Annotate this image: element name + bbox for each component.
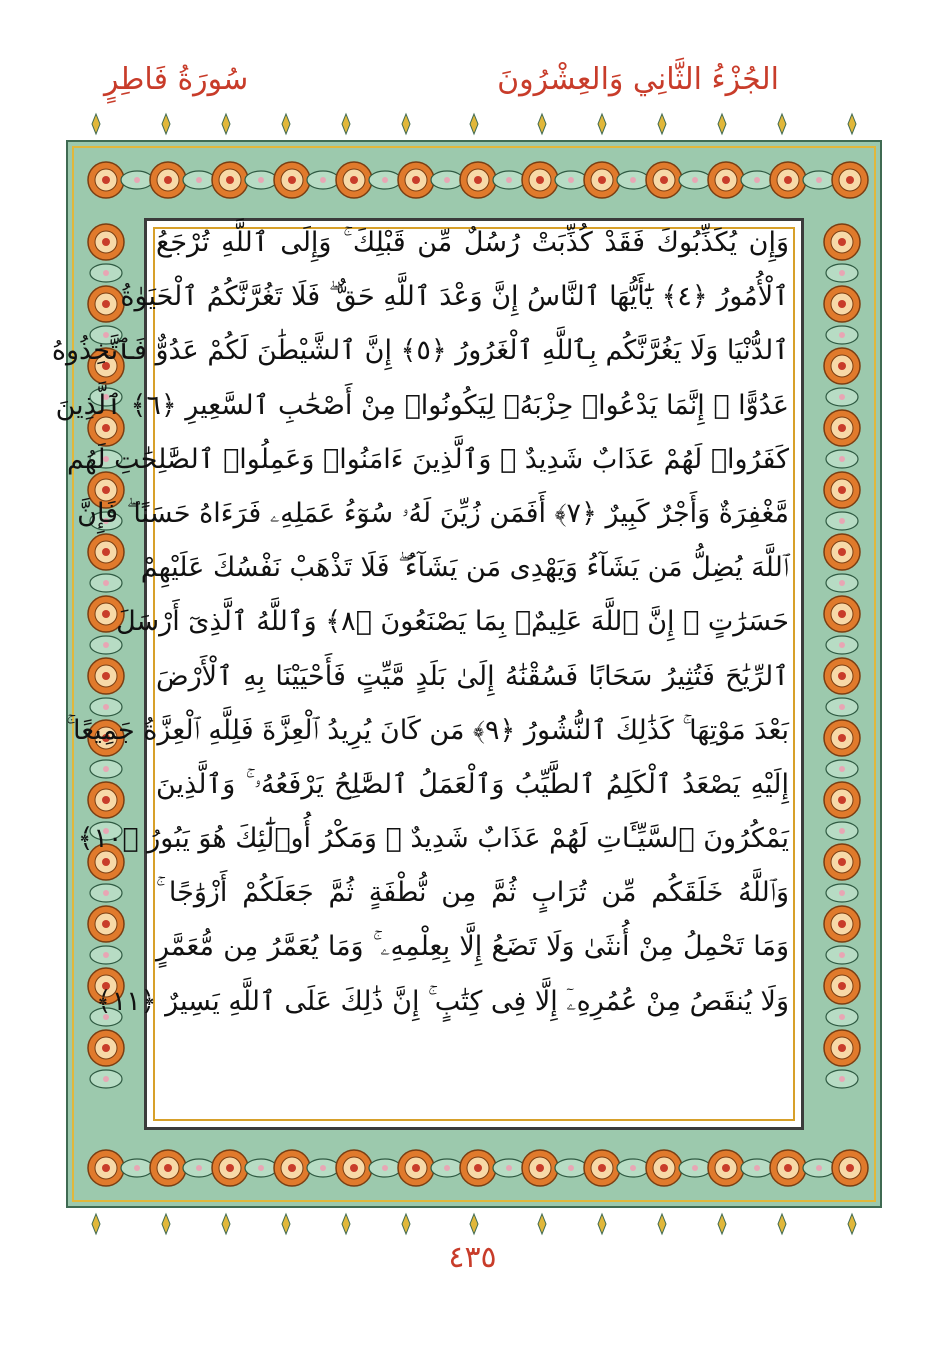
- green-leaf-ornament: [369, 171, 401, 189]
- orange-flower-ornament: [88, 286, 124, 322]
- orange-flower-ornament: [646, 1150, 682, 1186]
- orange-flower-ornament: [708, 1150, 744, 1186]
- orange-flower-ornament: [824, 906, 860, 942]
- verse-line: ٱلدُّنْيَا وَلَا يَغُرَّنَّكُم بِٱللَّهِ ٱلْغَرُورُ ﴿٥﴾ إِنَّ ٱلشَّيْطَٰنَ لَكُمْ عَدُوٌّ فَٱتَّخِذُوهُ: [51, 335, 789, 367]
- juz-header: الجُزْءُ الثَّانِي وَالعِشْرُونَ: [497, 62, 779, 97]
- orange-flower-ornament: [398, 1150, 434, 1186]
- green-leaf-ornament: [741, 171, 773, 189]
- green-leaf-ornament: [826, 946, 858, 964]
- green-leaf-ornament: [826, 264, 858, 282]
- green-leaf-ornament: [826, 574, 858, 592]
- green-leaf-ornament: [90, 946, 122, 964]
- orange-flower-ornament: [150, 1150, 186, 1186]
- verse-line: عَدُوًّا ۚ إِنَّمَا يَدْعُوا۟ حِزْبَهُۥ لِيَكُونُوا۟ مِنْ أَصْحَٰبِ ٱلسَّعِيرِ ﴿٦﴾ ٱلَّذِينَ: [55, 389, 789, 421]
- orange-flower-ornament: [824, 224, 860, 260]
- orange-flower-ornament: [770, 162, 806, 198]
- orange-flower-ornament: [824, 1030, 860, 1066]
- green-leaf-ornament: [369, 1159, 401, 1177]
- verse-line: ٱلرِّيَٰحَ فَتُثِيرُ سَحَابًا فَسُقْنَٰهُ إِلَىٰ بَلَدٍ مَّيِّتٍ فَأَحْيَيْنَا بِهِ ٱلْأَرْضَ: [156, 660, 789, 692]
- orange-flower-ornament: [584, 162, 620, 198]
- green-leaf-ornament: [245, 171, 277, 189]
- green-leaf-ornament: [307, 1159, 339, 1177]
- green-leaf-ornament: [826, 512, 858, 530]
- green-leaf-ornament: [183, 171, 215, 189]
- green-leaf-ornament: [183, 1159, 215, 1177]
- verse-line: إِلَيْهِ يَصْعَدُ ٱلْكَلِمُ ٱلطَّيِّبُ وَٱلْعَمَلُ ٱلصَّٰلِحُ يَرْفَعُهُۥ ۚ وَٱلَّذِينَ: [156, 768, 789, 800]
- green-leaf-ornament: [245, 1159, 277, 1177]
- orange-flower-ornament: [460, 1150, 496, 1186]
- orange-flower-ornament: [212, 1150, 248, 1186]
- green-leaf-ornament: [826, 884, 858, 902]
- green-leaf-ornament: [617, 1159, 649, 1177]
- orange-flower-ornament: [824, 844, 860, 880]
- green-leaf-ornament: [121, 1159, 153, 1177]
- green-leaf-ornament: [90, 264, 122, 282]
- orange-flower-ornament: [646, 162, 682, 198]
- verse-line: وَمَا تَحْمِلُ مِنْ أُنثَىٰ وَلَا تَضَعُ إِلَّا بِعِلْمِهِۦ ۚ وَمَا يُعَمَّرُ مِن مُّعَمَّرٍ: [156, 931, 789, 963]
- orange-flower-ornament: [398, 162, 434, 198]
- green-leaf-ornament: [90, 884, 122, 902]
- verse-line: كَفَرُوا۟ لَهُمْ عَذَابٌ شَدِيدٌ ۖ وَٱلَّذِينَ ءَامَنُوا۟ وَعَمِلُوا۟ ٱلصَّٰلِحَٰتِ لَهُم: [66, 443, 789, 475]
- orange-flower-ornament: [88, 162, 124, 198]
- orange-flower-ornament: [824, 968, 860, 1004]
- green-leaf-ornament: [90, 574, 122, 592]
- orange-flower-ornament: [88, 1150, 124, 1186]
- orange-flower-ornament: [522, 1150, 558, 1186]
- orange-flower-ornament: [150, 162, 186, 198]
- orange-flower-ornament: [824, 348, 860, 384]
- orange-flower-ornament: [832, 162, 868, 198]
- green-leaf-ornament: [826, 760, 858, 778]
- green-leaf-ornament: [826, 1070, 858, 1088]
- green-leaf-ornament: [826, 822, 858, 840]
- orange-flower-ornament: [336, 1150, 372, 1186]
- green-leaf-ornament: [493, 1159, 525, 1177]
- orange-flower-ornament: [824, 782, 860, 818]
- green-leaf-ornament: [431, 171, 463, 189]
- green-leaf-ornament: [826, 388, 858, 406]
- orange-flower-ornament: [584, 1150, 620, 1186]
- orange-flower-ornament: [824, 472, 860, 508]
- orange-flower-ornament: [460, 162, 496, 198]
- orange-flower-ornament: [770, 1150, 806, 1186]
- green-leaf-ornament: [555, 171, 587, 189]
- top-ornament-marks: [66, 112, 882, 136]
- verse-line: ٱلْأُمُورُ ﴿٤﴾ يَٰٓأَيُّهَا ٱلنَّاسُ إِنَّ وَعْدَ ٱللَّهِ حَقٌّ ۖ فَلَا تَغُرَّنَّكُمُ ٱلْحَيَوٰةُ: [120, 281, 789, 313]
- page-number: ٤٣٥: [448, 1240, 497, 1275]
- green-leaf-ornament: [826, 1008, 858, 1026]
- orange-flower-ornament: [336, 162, 372, 198]
- green-leaf-ornament: [90, 1070, 122, 1088]
- orange-flower-ornament: [274, 1150, 310, 1186]
- green-leaf-ornament: [679, 1159, 711, 1177]
- verse-line: بَعْدَ مَوْتِهَا ۚ كَذَٰلِكَ ٱلنُّشُورُ ﴿٩﴾ مَن كَانَ يُرِيدُ ٱلْعِزَّةَ فَلِلَّهِ ٱلْعِزَّةُ جَمِيعًا ۚ: [66, 714, 789, 746]
- green-leaf-ornament: [121, 171, 153, 189]
- verse-line: مَّغْفِرَةٌ وَأَجْرٌ كَبِيرٌ ﴿٧﴾ أَفَمَن زُيِّنَ لَهُۥ سُوٓءُ عَمَلِهِۦ فَرَءَاهُ حَسَنًا ۖ فَإِنَّ: [77, 497, 789, 529]
- verse-line: ٱللَّهَ يُضِلُّ مَن يَشَآءُ وَيَهْدِى مَن يَشَآءُ ۖ فَلَا تَذْهَبْ نَفْسُكَ عَلَيْهِمْ: [140, 552, 789, 584]
- orange-flower-ornament: [522, 162, 558, 198]
- verse-lines: [51, 216, 789, 1029]
- orange-flower-ornament: [212, 162, 248, 198]
- orange-flower-ornament: [824, 534, 860, 570]
- orange-flower-ornament: [88, 658, 124, 694]
- orange-flower-ornament: [832, 1150, 868, 1186]
- verse-line: حَسَرَٰتٍ ۚ إِنَّ ٱللَّهَ عَلِيمٌۢ بِمَا يَصْنَعُونَ ﴿٨﴾ وَٱللَّهُ ٱلَّذِىٓ أَرْسَلَ: [116, 606, 789, 638]
- green-leaf-ornament: [826, 636, 858, 654]
- verse-line: وَٱللَّهُ خَلَقَكُم مِّن تُرَابٍ ثُمَّ مِن نُّطْفَةٍ ثُمَّ جَعَلَكُمْ أَزْوَٰجًا ۚ: [156, 877, 789, 909]
- green-leaf-ornament: [90, 760, 122, 778]
- verse-line: يَمْكُرُونَ ٱلسَّيِّـَٔاتِ لَهُمْ عَذَابٌ شَدِيدٌ ۖ وَمَكْرُ أُو۟لَٰٓئِكَ هُوَ يَبُورُ ﴿١٠﴾: [77, 823, 789, 855]
- orange-flower-ornament: [824, 658, 860, 694]
- orange-flower-ornament: [88, 906, 124, 942]
- orange-flower-ornament: [824, 596, 860, 632]
- orange-flower-ornament: [824, 720, 860, 756]
- verse-line: وَإِن يُكَذِّبُوكَ فَقَدْ كُذِّبَتْ رُسُلٌ مِّن قَبْلِكَ ۚ وَإِلَى ٱللَّهِ تُرْجَعُ: [156, 227, 789, 258]
- green-leaf-ornament: [307, 171, 339, 189]
- green-leaf-ornament: [826, 450, 858, 468]
- green-leaf-ornament: [555, 1159, 587, 1177]
- green-leaf-ornament: [431, 1159, 463, 1177]
- green-leaf-ornament: [826, 698, 858, 716]
- orange-flower-ornament: [708, 162, 744, 198]
- orange-flower-ornament: [274, 162, 310, 198]
- green-leaf-ornament: [493, 171, 525, 189]
- orange-flower-ornament: [88, 1030, 124, 1066]
- orange-flower-ornament: [88, 224, 124, 260]
- green-leaf-ornament: [617, 171, 649, 189]
- green-leaf-ornament: [826, 326, 858, 344]
- green-leaf-ornament: [679, 171, 711, 189]
- green-leaf-ornament: [741, 1159, 773, 1177]
- green-leaf-ornament: [803, 171, 835, 189]
- surah-header: سُورَةُ فَاطِرٍ: [104, 62, 249, 97]
- verse-line: وَلَا يُنقَصُ مِنْ عُمُرِهِۦٓ إِلَّا فِى كِتَٰبٍ ۚ إِنَّ ذَٰلِكَ عَلَى ٱللَّهِ يَسِيرٌ ﴿١١﴾: [95, 985, 789, 1017]
- bottom-ornament-marks: [66, 1212, 882, 1236]
- orange-flower-ornament: [824, 286, 860, 322]
- green-leaf-ornament: [803, 1159, 835, 1177]
- orange-flower-ornament: [824, 410, 860, 446]
